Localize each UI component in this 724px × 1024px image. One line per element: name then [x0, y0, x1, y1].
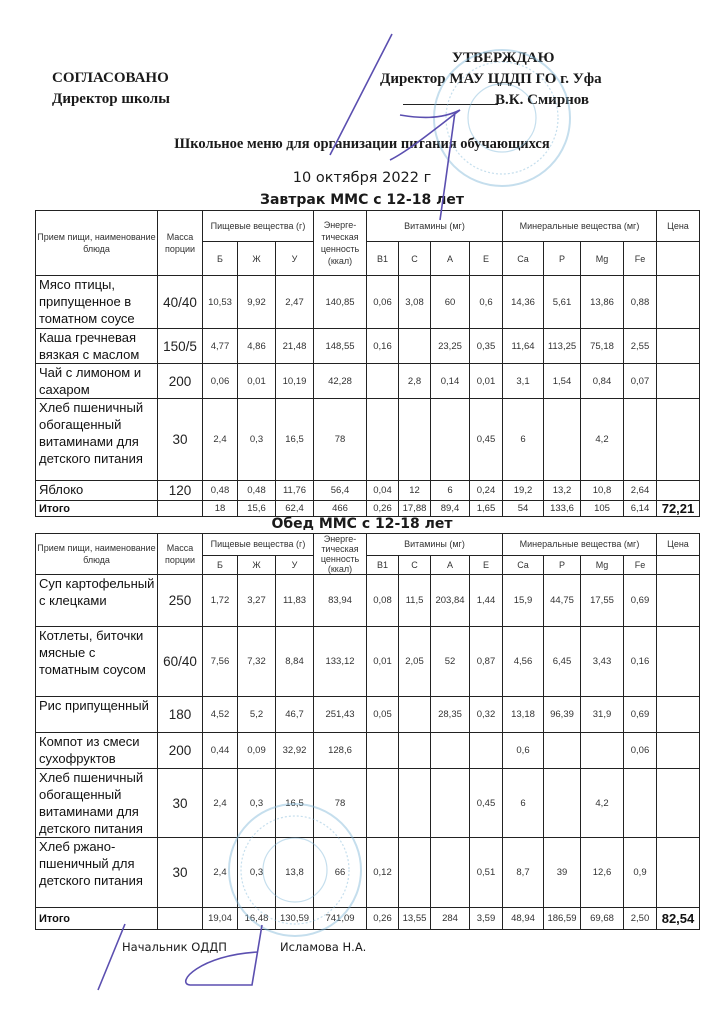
cell-a: 52: [431, 627, 470, 697]
cell-p: [544, 399, 581, 481]
cell-p: 13,2: [544, 481, 581, 501]
cell-a: 203,84: [431, 575, 470, 627]
total-e: 3,59: [470, 908, 503, 930]
cell-a: [431, 769, 470, 838]
cell-zh: 0,3: [238, 838, 276, 908]
cell-zh: 4,86: [238, 329, 276, 364]
col-header-energy: Энерге-тическая ценность (ккал): [314, 211, 367, 276]
document-title: Школьное меню для организации питания обучающихся: [174, 136, 550, 152]
cell-p: 1,54: [544, 364, 581, 399]
table-row: [36, 481, 700, 501]
total-row: [36, 908, 700, 930]
agreed-role: Директор школы: [52, 91, 170, 107]
col-header-b1: B1: [367, 555, 399, 574]
cell-name: Хлеб пшеничный обогащенный витаминами для детского питания: [36, 769, 158, 838]
cell-mg: 4,2: [581, 399, 624, 481]
cell-price: [657, 481, 700, 501]
cell-ca: 6: [503, 769, 544, 838]
cell-p: 39: [544, 838, 581, 908]
cell-zh: 0,09: [238, 733, 276, 769]
cell-fe: 0,07: [624, 364, 657, 399]
cell-mg: 3,43: [581, 627, 624, 697]
table-row: [36, 627, 700, 697]
cell-mg: [581, 733, 624, 769]
cell-c: 3,08: [399, 276, 431, 329]
table-row: [36, 733, 700, 769]
col-header-b: Б: [203, 555, 238, 574]
cell-e: 0,51: [470, 838, 503, 908]
cell-e: 0,32: [470, 697, 503, 733]
col-header-p: P: [544, 242, 581, 276]
cell-b: 0,48: [203, 481, 238, 501]
cell-ca: 8,7: [503, 838, 544, 908]
cell-ca: 19,2: [503, 481, 544, 501]
cell-mass: 40/40: [158, 276, 203, 329]
total-mass: [158, 501, 203, 517]
cell-b1: 0,04: [367, 481, 399, 501]
footer-role: Начальник ОДДП: [122, 940, 227, 954]
cell-energy: 78: [314, 399, 367, 481]
cell-e: 1,44: [470, 575, 503, 627]
cell-zh: 7,32: [238, 627, 276, 697]
total-e: 1,65: [470, 501, 503, 517]
cell-name: Суп картофельный с клецками: [36, 575, 158, 627]
cell-energy: 133,12: [314, 627, 367, 697]
cell-u: 21,48: [276, 329, 314, 364]
col-header-price-empty: [657, 555, 700, 574]
cell-mass: 30: [158, 838, 203, 908]
cell-u: 16,5: [276, 399, 314, 481]
cell-b1: [367, 769, 399, 838]
cell-u: 16,5: [276, 769, 314, 838]
col-header-u: У: [276, 242, 314, 276]
cell-b1: [367, 733, 399, 769]
cell-zh: 0,3: [238, 399, 276, 481]
col-header-energy: Энерге-тическая ценность (ккал): [314, 534, 367, 575]
cell-e: [470, 733, 503, 769]
cell-price: [657, 575, 700, 627]
cell-u: 8,84: [276, 627, 314, 697]
col-header-mg: Mg: [581, 555, 624, 574]
cell-p: 44,75: [544, 575, 581, 627]
cell-ca: 3,1: [503, 364, 544, 399]
col-header-fe: Fe: [624, 242, 657, 276]
total-fe: 6,14: [624, 501, 657, 517]
approve-block: [380, 48, 680, 111]
col-header-mg: Mg: [581, 242, 624, 276]
table-row: [36, 697, 700, 733]
cell-name: Хлеб ржано-пшеничный для детского питания: [36, 838, 158, 908]
total-p: 133,6: [544, 501, 581, 517]
cell-u: 46,7: [276, 697, 314, 733]
cell-ca: 13,18: [503, 697, 544, 733]
cell-zh: 3,27: [238, 575, 276, 627]
cell-fe: [624, 769, 657, 838]
cell-e: 0,87: [470, 627, 503, 697]
cell-fe: 2,55: [624, 329, 657, 364]
cell-energy: 83,94: [314, 575, 367, 627]
cell-u: 10,19: [276, 364, 314, 399]
col-header-price: Цена: [657, 534, 700, 556]
total-mg: 69,68: [581, 908, 624, 930]
col-header-u: У: [276, 555, 314, 574]
cell-zh: 5,2: [238, 697, 276, 733]
cell-b: 2,4: [203, 399, 238, 481]
col-header-ca: Ca: [503, 555, 544, 574]
col-header-b1: B1: [367, 242, 399, 276]
cell-name: Каша гречневая вязкая с маслом: [36, 329, 158, 364]
cell-a: [431, 733, 470, 769]
table-row: [36, 575, 700, 627]
cell-mg: 13,86: [581, 276, 624, 329]
cell-mass: 150/5: [158, 329, 203, 364]
total-fe: 2,50: [624, 908, 657, 930]
cell-b1: 0,06: [367, 276, 399, 329]
cell-ca: 14,36: [503, 276, 544, 329]
cell-mg: 17,55: [581, 575, 624, 627]
breakfast-rows: [36, 276, 700, 517]
cell-mg: 31,9: [581, 697, 624, 733]
total-c: 17,88: [399, 501, 431, 517]
col-header-b: Б: [203, 242, 238, 276]
cell-mass: 30: [158, 399, 203, 481]
col-header-minerals: Минеральные вещества (мг): [503, 534, 657, 556]
cell-u: 2,47: [276, 276, 314, 329]
cell-mg: 75,18: [581, 329, 624, 364]
cell-energy: 66: [314, 838, 367, 908]
total-c: 13,55: [399, 908, 431, 930]
agreed-block: [52, 68, 170, 110]
total-label: Итого: [36, 908, 158, 930]
cell-fe: 0,9: [624, 838, 657, 908]
cell-c: 11,5: [399, 575, 431, 627]
col-header-mass: Масса порции: [158, 534, 203, 575]
cell-fe: 0,16: [624, 627, 657, 697]
cell-mass: 180: [158, 697, 203, 733]
document-date: 10 октября 2022 г: [292, 170, 432, 186]
cell-b: 0,06: [203, 364, 238, 399]
cell-c: 2,8: [399, 364, 431, 399]
cell-e: 0,35: [470, 329, 503, 364]
col-header-c: C: [399, 555, 431, 574]
cell-zh: 0,48: [238, 481, 276, 501]
cell-e: 0,24: [470, 481, 503, 501]
total-label: Итого: [36, 501, 158, 517]
cell-e: 0,01: [470, 364, 503, 399]
cell-energy: 128,6: [314, 733, 367, 769]
cell-energy: 148,55: [314, 329, 367, 364]
cell-c: [399, 697, 431, 733]
cell-b: 0,44: [203, 733, 238, 769]
cell-name: Рис припущенный: [36, 697, 158, 733]
cell-mass: 120: [158, 481, 203, 501]
cell-b1: 0,08: [367, 575, 399, 627]
cell-name: Мясо птицы, припущенное в томатном соусе: [36, 276, 158, 329]
cell-fe: 2,64: [624, 481, 657, 501]
cell-p: 96,39: [544, 697, 581, 733]
cell-a: 23,25: [431, 329, 470, 364]
col-header-ca: Ca: [503, 242, 544, 276]
col-header-a: A: [431, 242, 470, 276]
cell-price: [657, 364, 700, 399]
cell-b1: 0,12: [367, 838, 399, 908]
cell-mg: 12,6: [581, 838, 624, 908]
cell-b1: [367, 364, 399, 399]
col-header-zh: Ж: [238, 555, 276, 574]
table-row: [36, 838, 700, 908]
cell-mass: 60/40: [158, 627, 203, 697]
cell-b: 1,72: [203, 575, 238, 627]
total-price: 72,21: [657, 501, 700, 517]
cell-name: Котлеты, биточки мясные с томатным соусом: [36, 627, 158, 697]
cell-b: 4,52: [203, 697, 238, 733]
col-header-price-empty: [657, 242, 700, 276]
cell-u: 11,76: [276, 481, 314, 501]
col-header-vitamins: Витамины (мг): [367, 211, 503, 242]
cell-a: 0,14: [431, 364, 470, 399]
cell-price: [657, 838, 700, 908]
cell-fe: 0,06: [624, 733, 657, 769]
cell-energy: 251,43: [314, 697, 367, 733]
cell-b1: [367, 399, 399, 481]
cell-e: 0,6: [470, 276, 503, 329]
cell-b1: 0,05: [367, 697, 399, 733]
lunch-table: [35, 533, 700, 930]
approve-role: Директор МАУ ЦДДП ГО г. Уфа: [380, 71, 602, 87]
col-header-mass: Масса порции: [158, 211, 203, 276]
table-row: [36, 769, 700, 838]
signature-line: [403, 104, 498, 105]
total-a: 89,4: [431, 501, 470, 517]
cell-mass: 200: [158, 733, 203, 769]
approve-label: УТВЕРЖДАЮ: [452, 50, 555, 66]
cell-a: [431, 838, 470, 908]
cell-price: [657, 769, 700, 838]
cell-zh: 9,92: [238, 276, 276, 329]
approve-name: В.К. Смирнов: [495, 92, 590, 108]
cell-p: 113,25: [544, 329, 581, 364]
col-header-zh: Ж: [238, 242, 276, 276]
cell-c: 12: [399, 481, 431, 501]
col-header-a: A: [431, 555, 470, 574]
col-header-p: P: [544, 555, 581, 574]
cell-ca: 4,56: [503, 627, 544, 697]
cell-price: [657, 329, 700, 364]
total-b: 19,04: [203, 908, 238, 930]
cell-price: [657, 627, 700, 697]
cell-mg: 0,84: [581, 364, 624, 399]
cell-mass: 30: [158, 769, 203, 838]
cell-p: 5,61: [544, 276, 581, 329]
total-a: 284: [431, 908, 470, 930]
table-row: [36, 399, 700, 481]
col-header-name: Прием пищи, наименование блюда: [36, 534, 158, 575]
total-ca: 54: [503, 501, 544, 517]
cell-c: 2,05: [399, 627, 431, 697]
cell-price: [657, 276, 700, 329]
total-price: 82,54: [657, 908, 700, 930]
col-header-nutrients: Пищевые вещества (г): [203, 534, 314, 556]
cell-energy: 78: [314, 769, 367, 838]
lunch-title: Обед ММС с 12-18 лет: [271, 516, 453, 532]
total-ca: 48,94: [503, 908, 544, 930]
total-zh: 16,48: [238, 908, 276, 930]
total-zh: 15,6: [238, 501, 276, 517]
col-header-c: C: [399, 242, 431, 276]
cell-name: Чай с лимоном и сахаром: [36, 364, 158, 399]
cell-c: [399, 399, 431, 481]
cell-c: [399, 838, 431, 908]
total-row: [36, 501, 700, 517]
cell-price: [657, 399, 700, 481]
cell-price: [657, 697, 700, 733]
total-u: 62,4: [276, 501, 314, 517]
col-header-fe: Fe: [624, 555, 657, 574]
cell-p: [544, 733, 581, 769]
cell-a: [431, 399, 470, 481]
cell-fe: [624, 399, 657, 481]
cell-b1: 0,16: [367, 329, 399, 364]
cell-a: 6: [431, 481, 470, 501]
cell-e: 0,45: [470, 769, 503, 838]
col-header-vitamins: Витамины (мг): [367, 534, 503, 556]
lunch-rows: [36, 575, 700, 930]
cell-b: 4,77: [203, 329, 238, 364]
cell-b1: 0,01: [367, 627, 399, 697]
cell-name: Компот из смеси сухофруктов: [36, 733, 158, 769]
cell-price: [657, 733, 700, 769]
total-energy: 466: [314, 501, 367, 517]
cell-name: Хлеб пшеничный обогащенный витаминами для детского питания: [36, 399, 158, 481]
cell-u: 11,83: [276, 575, 314, 627]
cell-ca: 0,6: [503, 733, 544, 769]
agreed-label: СОГЛАСОВАНО: [52, 70, 169, 86]
cell-b: 10,53: [203, 276, 238, 329]
col-header-e: E: [470, 555, 503, 574]
total-u: 130,59: [276, 908, 314, 930]
total-b: 18: [203, 501, 238, 517]
breakfast-title: Завтрак ММС с 12-18 лет: [260, 192, 464, 208]
cell-fe: 0,88: [624, 276, 657, 329]
cell-fe: 0,69: [624, 697, 657, 733]
cell-ca: 6: [503, 399, 544, 481]
cell-mass: 250: [158, 575, 203, 627]
cell-p: [544, 769, 581, 838]
cell-mg: 4,2: [581, 769, 624, 838]
cell-zh: 0,01: [238, 364, 276, 399]
footer-name: Исламова Н.А.: [280, 940, 367, 954]
cell-name: Яблоко: [36, 481, 158, 501]
cell-p: 6,45: [544, 627, 581, 697]
cell-a: 28,35: [431, 697, 470, 733]
cell-c: [399, 733, 431, 769]
cell-energy: 56,4: [314, 481, 367, 501]
col-header-name: Прием пищи, наименование блюда: [36, 211, 158, 276]
cell-b: 7,56: [203, 627, 238, 697]
cell-ca: 11,64: [503, 329, 544, 364]
cell-c: [399, 769, 431, 838]
cell-energy: 140,85: [314, 276, 367, 329]
cell-ca: 15,9: [503, 575, 544, 627]
table-row: [36, 276, 700, 329]
cell-b: 2,4: [203, 838, 238, 908]
total-b1: 0,26: [367, 908, 399, 930]
table-row: [36, 329, 700, 364]
total-mass: [158, 908, 203, 930]
total-energy: 741,09: [314, 908, 367, 930]
cell-mass: 200: [158, 364, 203, 399]
total-mg: 105: [581, 501, 624, 517]
cell-mg: 10,8: [581, 481, 624, 501]
signature-bottom: [98, 924, 262, 990]
col-header-price: Цена: [657, 211, 700, 242]
cell-fe: 0,69: [624, 575, 657, 627]
cell-u: 32,92: [276, 733, 314, 769]
cell-zh: 0,3: [238, 769, 276, 838]
col-header-minerals: Минеральные вещества (мг): [503, 211, 657, 242]
cell-c: [399, 329, 431, 364]
cell-e: 0,45: [470, 399, 503, 481]
table-row: [36, 364, 700, 399]
total-b1: 0,26: [367, 501, 399, 517]
col-header-nutrients: Пищевые вещества (г): [203, 211, 314, 242]
col-header-e: E: [470, 242, 503, 276]
cell-b: 2,4: [203, 769, 238, 838]
cell-energy: 42,28: [314, 364, 367, 399]
cell-u: 13,8: [276, 838, 314, 908]
cell-a: 60: [431, 276, 470, 329]
total-p: 186,59: [544, 908, 581, 930]
breakfast-table: [35, 210, 700, 517]
